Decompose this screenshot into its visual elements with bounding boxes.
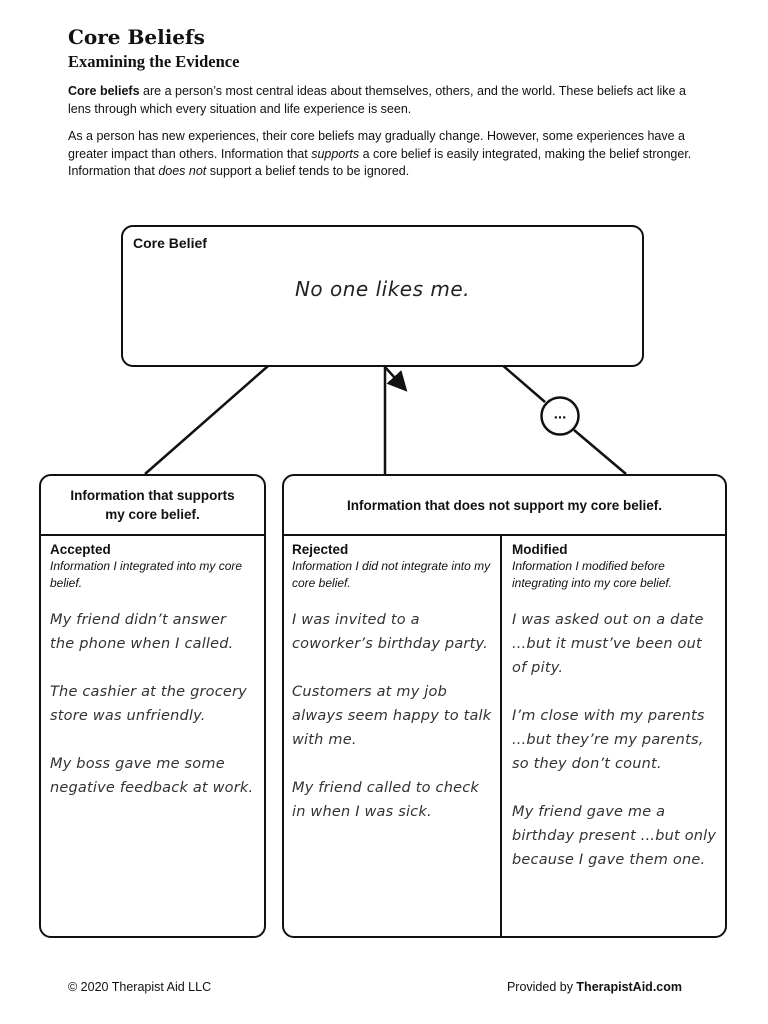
- intro-p2-a: As a person has new experiences, their core beliefs may gradually change. However, some experiences have a greater impact than others. Information that: [68, 129, 686, 161]
- list-item: My friend didn’t answer the phone when I called.: [50, 612, 234, 652]
- list-item: My friend gave me a birthday present ...but only because I gave them one.: [512, 804, 717, 868]
- core-belief-value: No one likes me.: [294, 277, 471, 301]
- list-item: I was invited to a coworker’s birthday party.: [292, 612, 488, 652]
- accepted-column: [50, 542, 255, 824]
- modified-column: [512, 542, 718, 896]
- supporting-heading-text: Information that supports my core belief.: [70, 488, 235, 522]
- accepted-entries: [50, 608, 255, 800]
- accepted-title: Accepted: [50, 542, 111, 557]
- nonsupporting-information-box: [282, 474, 727, 938]
- core-belief-label: Core Belief: [133, 235, 207, 251]
- intro-p2-supports: supports: [311, 146, 360, 161]
- list-item: I’m close with my parents ...but they’re my parents, so they don’t count.: [512, 708, 705, 772]
- modified-description: Information I modified before integrating into my core belief.: [512, 559, 673, 590]
- intro-p2-does-not: does not: [158, 164, 207, 178]
- page-title: Core Beliefs: [68, 25, 205, 49]
- nonsupporting-heading: [284, 476, 725, 536]
- supporting-heading: [41, 476, 264, 536]
- modified-title: Modified: [512, 542, 568, 557]
- ellipsis-icon: ...: [553, 405, 567, 423]
- copyright-text: © 2020 Therapist Aid LLC: [68, 980, 212, 994]
- list-item: My boss gave me some negative feedback at work.: [50, 756, 254, 796]
- intro-p1-text: are a person’s most central ideas about themselves, others, and the world. These beliefs act like a lens through which every situation and life experience is seen.: [68, 84, 686, 116]
- supporting-information-box: [39, 474, 266, 938]
- intro-p2-b: a core belief is easily integrated, making the belief stronger. Information that: [68, 146, 692, 178]
- rejected-column: [292, 542, 494, 848]
- intro-term: Core beliefs: [68, 84, 140, 98]
- rejected-title: Rejected: [292, 542, 349, 557]
- nonsupporting-heading-text: Information that does not support my core belief.: [346, 497, 663, 513]
- rejected-description: Information I did not integrate into my core belief.: [292, 559, 491, 590]
- accepted-description: Information I integrated into my core belief.: [50, 559, 243, 590]
- list-item: The cashier at the grocery store was unfriendly.: [50, 684, 247, 724]
- list-item: My friend called to check in when I was sick.: [292, 780, 479, 820]
- reject-arrow: [385, 367, 404, 388]
- intro-p2-c: support a belief tends to be ignored.: [206, 164, 410, 178]
- modified-entries: [512, 608, 718, 872]
- column-divider: [500, 534, 502, 936]
- list-item: I was asked out on a date ...but it must’ve been out of pity.: [512, 612, 704, 676]
- provider-site: TherapistAid.com: [576, 980, 682, 994]
- rejected-entries: [292, 608, 494, 824]
- page-subtitle: Examining the Evidence: [68, 52, 240, 71]
- provided-by: [507, 980, 682, 994]
- list-item: Customers at my job always seem happy to talk with me.: [292, 684, 492, 748]
- core-belief-box: [121, 225, 644, 367]
- provided-prefix: Provided by: [506, 980, 577, 994]
- modify-arrow-lower: [574, 430, 626, 474]
